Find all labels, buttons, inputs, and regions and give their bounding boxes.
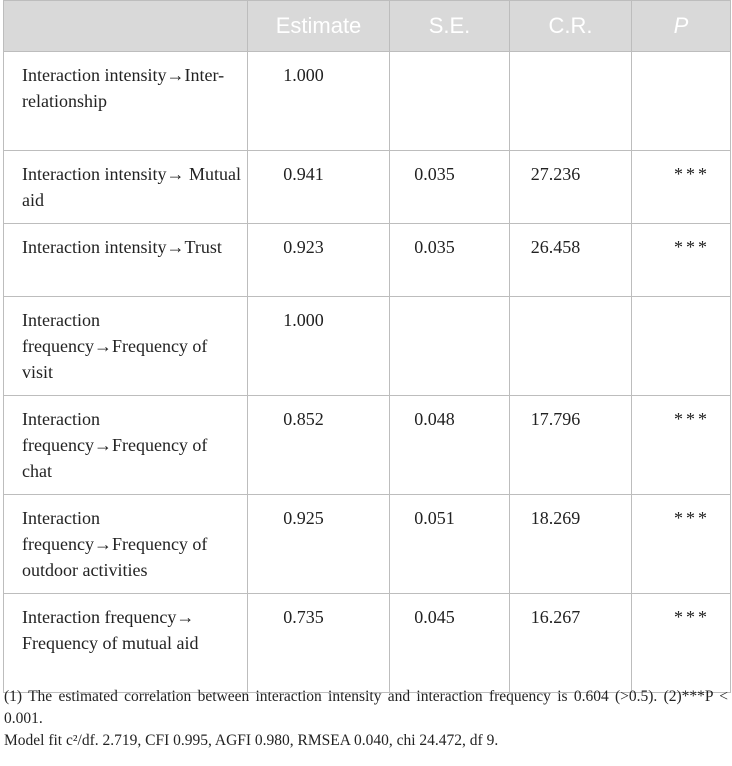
cr-cell	[510, 297, 632, 396]
header-cr: C.R.	[510, 1, 632, 52]
path-cell: Interaction frequency→Frequency of outdoor activities	[4, 495, 248, 594]
p-cell: ***	[632, 224, 731, 297]
path-cell: Interaction intensity→Inter-relationship	[4, 52, 248, 151]
header-p: P	[632, 1, 731, 52]
table-row	[4, 52, 731, 151]
table-row	[4, 396, 731, 495]
footnote-correlation: (1) The estimated correlation between interaction intensity and interaction frequency is 0.604 (>0.5). (2)***P < 0.001.	[4, 688, 728, 727]
cr-cell: 16.267	[510, 594, 632, 693]
estimate-cell: 1.000	[248, 297, 390, 396]
estimate-cell: 0.925	[248, 495, 390, 594]
table-row	[4, 594, 731, 693]
header-row	[4, 1, 731, 52]
path-cell: Interaction frequency→ Frequency of mutual aid	[4, 594, 248, 693]
estimate-cell: 1.000	[248, 52, 390, 151]
cr-cell: 26.458	[510, 224, 632, 297]
se-cell: 0.045	[390, 594, 510, 693]
p-cell: ***	[632, 495, 731, 594]
estimate-cell: 0.923	[248, 224, 390, 297]
cr-cell	[510, 52, 632, 151]
table-row	[4, 297, 731, 396]
p-cell	[632, 297, 731, 396]
p-cell: ***	[632, 594, 731, 693]
estimate-cell: 0.852	[248, 396, 390, 495]
path-cell: Interaction intensity→Trust	[4, 224, 248, 297]
se-cell: 0.051	[390, 495, 510, 594]
table-row	[4, 151, 731, 224]
se-cell: 0.035	[390, 224, 510, 297]
se-cell	[390, 52, 510, 151]
table-row	[4, 495, 731, 594]
se-cell	[390, 297, 510, 396]
p-cell: ***	[632, 396, 731, 495]
estimate-cell: 0.941	[248, 151, 390, 224]
header-se: S.E.	[390, 1, 510, 52]
path-cell: Interaction frequency→Frequency of chat	[4, 396, 248, 495]
footnote-model-fit: Model fit c²/df. 2.719, CFI 0.995, AGFI 0.980, RMSEA 0.040, chi 24.472, df 9.	[4, 732, 499, 749]
p-cell	[632, 52, 731, 151]
estimates-table	[3, 0, 731, 693]
cr-cell: 17.796	[510, 396, 632, 495]
path-cell: Interaction intensity→ Mutual aid	[4, 151, 248, 224]
path-cell: Interaction frequency→Frequency of visit	[4, 297, 248, 396]
estimate-cell: 0.735	[248, 594, 390, 693]
p-cell: ***	[632, 151, 731, 224]
se-cell: 0.048	[390, 396, 510, 495]
se-cell: 0.035	[390, 151, 510, 224]
header-estimate: Estimate	[248, 1, 390, 52]
header-path	[4, 1, 248, 52]
table-row	[4, 224, 731, 297]
cr-cell: 18.269	[510, 495, 632, 594]
table-footnotes	[4, 686, 728, 752]
cr-cell: 27.236	[510, 151, 632, 224]
